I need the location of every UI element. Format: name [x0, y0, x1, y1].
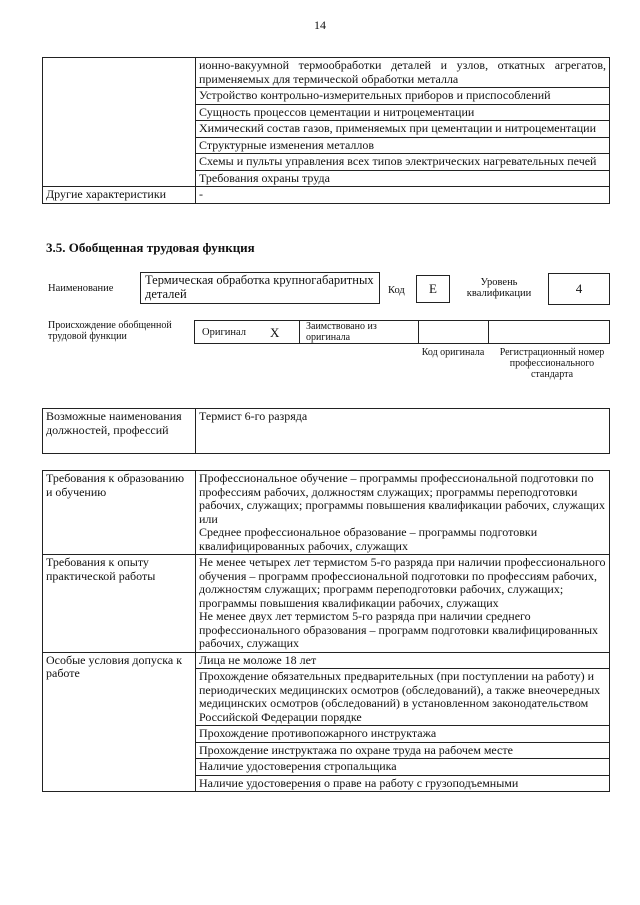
requirements-table — [42, 470, 610, 792]
code-label: Код — [388, 285, 405, 296]
name-label: Наименование — [48, 283, 114, 294]
code-original-caption: Код оригинала — [421, 347, 485, 358]
other-characteristics-label: Другие характеристики — [43, 187, 196, 204]
origin-label: Происхождение обобщенной трудовой функции — [48, 320, 172, 342]
knowledge-row: Устройство контрольно-измерительных приборов и приспособлений — [196, 88, 610, 105]
experience-value: Не менее четырех лет термистом 5-го разряда при наличии профессионального обучения – программ профессиональной подготовки по профессиям рабочих, должностям служащих; программ переподготовки рабочих, служащих; программы повышения квалификации рабочих, служащих Не менее двух лет термистом 5-го разряда при наличии среднего профессионального образования – программ подготовки квалифицированных рабочих, служащих — [196, 555, 610, 653]
level-value: 4 — [575, 281, 583, 296]
origin-divider — [418, 320, 419, 344]
origin-divider — [299, 320, 300, 344]
positions-value: Термист 6-го разряда — [196, 409, 610, 454]
knowledge-row: Химический состав газов, применяемых при цементации и нитроцементации — [196, 121, 610, 138]
special-conditions-label: Особые условия допуска к работе — [43, 652, 196, 792]
positions-label: Возможные наименования должностей, профессий — [43, 409, 196, 454]
special-condition-row: Прохождение инструктажа по охране труда на рабочем месте — [196, 742, 610, 759]
function-name-box — [140, 272, 380, 304]
special-condition-row: Прохождение противопожарного инструктажа — [196, 726, 610, 743]
knowledge-row: Структурные изменения металлов — [196, 137, 610, 154]
education-label: Требования к образованию и обучению — [43, 471, 196, 555]
experience-label: Требования к опыту практической работы — [43, 555, 196, 653]
original-mark: X — [270, 325, 280, 340]
code-box — [416, 275, 450, 303]
knowledge-table — [42, 57, 610, 204]
original-label: Оригинал — [202, 327, 246, 338]
borrowed-label: Заимствовано из оригинала — [306, 321, 377, 343]
education-value: Профессиональное обучение – программы профессиональной подготовки по профессиям рабочих, должностям служащих; программы переподготовки рабочих, служащих; программы повышения квалификации рабочих, служащих или Среднее профессиональное образование – программы подготовки квалифицированных рабочих, служащих — [196, 471, 610, 555]
special-condition-row: Лица не моложе 18 лет — [196, 652, 610, 669]
level-label: Уровень квалификации — [466, 277, 532, 299]
origin-divider — [488, 320, 489, 344]
other-characteristics-value: - — [196, 187, 610, 204]
section-title: 3.5. Обобщенная трудовая функция — [46, 240, 255, 255]
function-name-value: Термическая обработка крупногабаритных деталей — [145, 273, 374, 301]
registration-caption: Регистрационный номер профессионального стандарта — [499, 347, 605, 380]
special-condition-row: Наличие удостоверения стропальщика — [196, 759, 610, 776]
empty-label-cell — [43, 58, 196, 187]
special-condition-row: Наличие удостоверения о праве на работу с грузоподъемными — [196, 775, 610, 792]
code-value: Е — [429, 281, 437, 296]
level-box — [548, 273, 610, 305]
page-number: 14 — [314, 18, 326, 32]
knowledge-row: Схемы и пульты управления всех типов электрических нагревательных печей — [196, 154, 610, 171]
special-condition-row: Прохождение обязательных предварительных (при поступлении на работу) и периодических медицинских осмотров (обследований), а также внеочередных медицинских осмотров (обследований) в установленном законодательством Российской Федерации порядке — [196, 669, 610, 726]
knowledge-row: Требования охраны труда — [196, 170, 610, 187]
knowledge-row: Сущность процессов цементации и нитроцементации — [196, 104, 610, 121]
knowledge-row: ионно-вакуумной термообработки деталей и узлов, откатных агрегатов, применяемых для термической обработки металла — [196, 58, 610, 88]
positions-table — [42, 408, 610, 454]
